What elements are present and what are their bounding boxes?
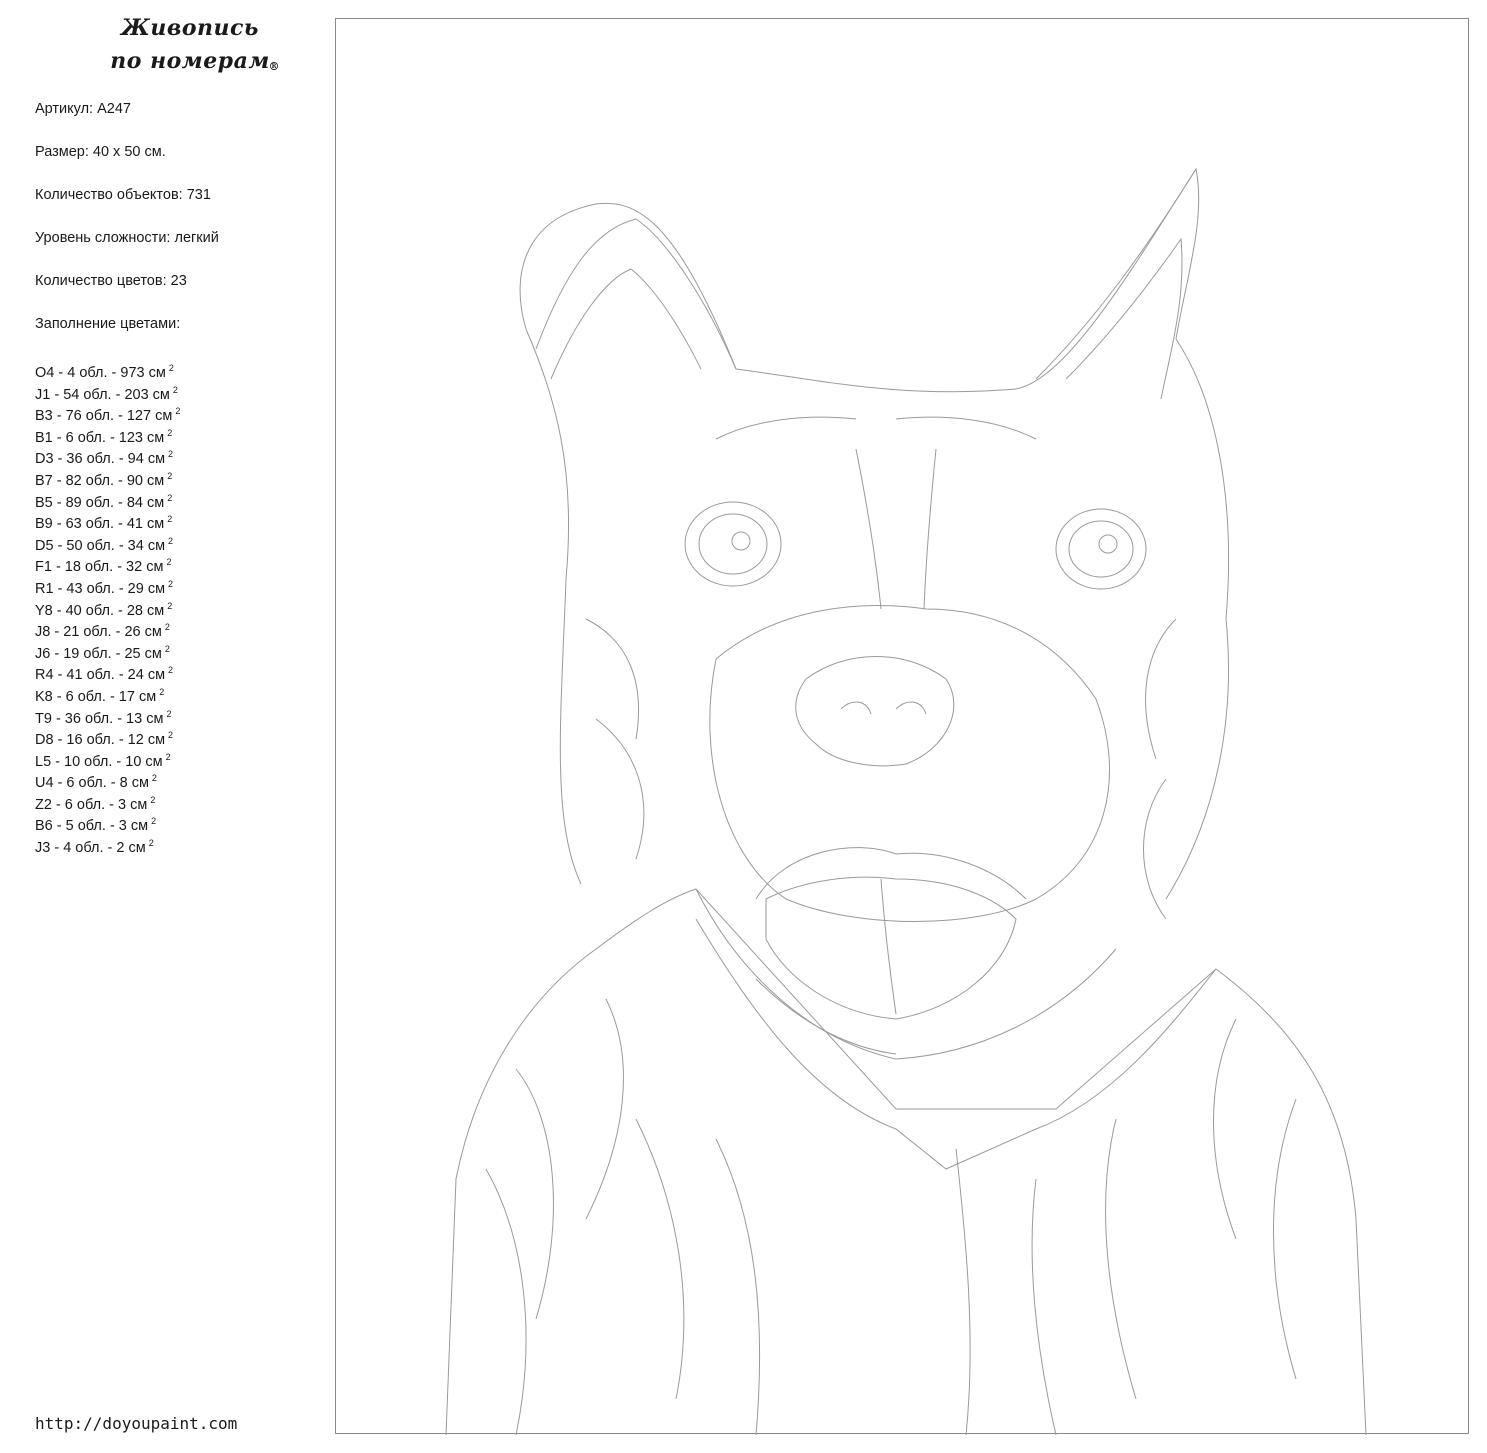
color-fill-text: B5 - 89 обл. - 84 см: [35, 494, 165, 511]
colors-count: Количество цветов: 23: [35, 273, 187, 289]
registered-mark: ®: [268, 60, 280, 73]
color-fill-item: [35, 358, 180, 380]
color-fill-text: U4 - 6 обл. - 8 см: [35, 775, 149, 792]
color-fill-item: [35, 682, 180, 704]
color-fill-item: [35, 444, 180, 466]
color-fill-item: [35, 488, 180, 510]
color-fill-text: J8 - 21 обл. - 26 см: [35, 624, 162, 641]
muzzle-outline: [710, 606, 1110, 922]
color-fill-item: [35, 617, 180, 639]
color-fill-text: B7 - 82 обл. - 90 см: [35, 472, 165, 489]
color-fill-text: Z2 - 6 обл. - 3 см: [35, 796, 148, 813]
square-unit-superscript: 2: [167, 600, 173, 611]
jaw: [696, 889, 1116, 1059]
color-fill-text: R4 - 41 обл. - 24 см: [35, 667, 166, 684]
color-fill-text: J1 - 54 обл. - 203 см: [35, 386, 170, 403]
color-fill-text: B3 - 76 обл. - 127 см: [35, 408, 173, 425]
body-outline: [446, 889, 1366, 1435]
square-unit-superscript: 2: [167, 470, 173, 481]
color-fill-text: J6 - 19 обл. - 25 см: [35, 645, 162, 662]
color-fill-item: [35, 790, 180, 812]
color-fill-item: [35, 704, 180, 726]
website-link[interactable]: http://doyoupaint.com: [35, 1414, 238, 1433]
square-unit-superscript: 2: [148, 838, 154, 849]
color-fill-text: B1 - 6 обл. - 123 см: [35, 429, 165, 446]
square-unit-superscript: 2: [166, 557, 172, 568]
color-fill-item: [35, 401, 180, 423]
square-unit-superscript: 2: [165, 751, 171, 762]
color-fill-text: T9 - 36 обл. - 13 см: [35, 710, 164, 727]
color-fill-item: [35, 596, 180, 618]
square-unit-superscript: 2: [172, 384, 178, 395]
square-unit-superscript: 2: [175, 406, 181, 417]
square-unit-superscript: 2: [151, 773, 157, 784]
nose: [796, 657, 954, 766]
color-fill-text: J3 - 4 обл. - 2 см: [35, 840, 146, 857]
color-fill-item: [35, 552, 180, 574]
color-fill-text: L5 - 10 обл. - 10 см: [35, 753, 163, 770]
brand-logo: [90, 12, 290, 78]
square-unit-superscript: 2: [168, 449, 174, 460]
color-fill-text: Y8 - 40 обл. - 28 см: [35, 602, 165, 619]
color-fill-text: D5 - 50 обл. - 34 см: [35, 537, 166, 554]
fill-heading: Заполнение цветами:: [35, 316, 181, 332]
product-info: [35, 99, 219, 357]
color-fill-text: D8 - 16 обл. - 12 см: [35, 732, 166, 749]
square-unit-superscript: 2: [167, 514, 173, 525]
article-number: Артикул: A247: [35, 101, 131, 117]
square-unit-superscript: 2: [164, 643, 170, 654]
color-fill-item: [35, 531, 180, 553]
color-fill-item: [35, 660, 180, 682]
square-unit-superscript: 2: [168, 578, 174, 589]
color-fill-list: [35, 358, 180, 855]
square-unit-superscript: 2: [166, 708, 172, 719]
color-fill-text: R1 - 43 обл. - 29 см: [35, 580, 166, 597]
square-unit-superscript: 2: [167, 427, 173, 438]
dog-outline-drawing: [336, 19, 1470, 1435]
difficulty-level: Уровень сложности: легкий: [35, 230, 219, 246]
color-fill-item: [35, 466, 180, 488]
tongue: [766, 877, 1016, 1019]
square-unit-superscript: 2: [150, 794, 156, 805]
chest-outline: [696, 919, 1216, 1169]
brand-line-2: по номерам: [110, 48, 270, 74]
color-fill-text: B9 - 63 обл. - 41 см: [35, 516, 165, 533]
color-fill-item: [35, 574, 180, 596]
square-unit-superscript: 2: [168, 730, 174, 741]
coloring-canvas: [335, 18, 1469, 1434]
color-fill-item: [35, 747, 180, 769]
color-fill-text: O4 - 4 обл. - 973 см: [35, 365, 166, 381]
color-fill-item: [35, 725, 180, 747]
square-unit-superscript: 2: [151, 816, 157, 827]
color-fill-text: D3 - 36 обл. - 94 см: [35, 451, 166, 468]
square-unit-superscript: 2: [168, 535, 174, 546]
objects-count: Количество объектов: 731: [35, 187, 211, 203]
mouth: [756, 848, 1026, 899]
canvas-size: Размер: 40 х 50 см.: [35, 144, 166, 160]
color-fill-text: F1 - 18 обл. - 32 см: [35, 559, 164, 576]
color-fill-item: [35, 509, 180, 531]
color-fill-item: [35, 811, 180, 833]
color-fill-item: [35, 833, 180, 855]
color-fill-item: [35, 380, 180, 402]
brand-line-1: Живопись: [121, 15, 259, 41]
square-unit-superscript: 2: [167, 492, 173, 503]
square-unit-superscript: 2: [168, 665, 174, 676]
square-unit-superscript: 2: [168, 363, 174, 373]
color-fill-item: [35, 639, 180, 661]
color-fill-item: [35, 768, 180, 790]
color-fill-text: B6 - 5 обл. - 3 см: [35, 818, 149, 835]
square-unit-superscript: 2: [164, 622, 170, 633]
color-fill-item: [35, 423, 180, 445]
square-unit-superscript: 2: [159, 686, 165, 697]
color-fill-text: K8 - 6 обл. - 17 см: [35, 688, 157, 705]
